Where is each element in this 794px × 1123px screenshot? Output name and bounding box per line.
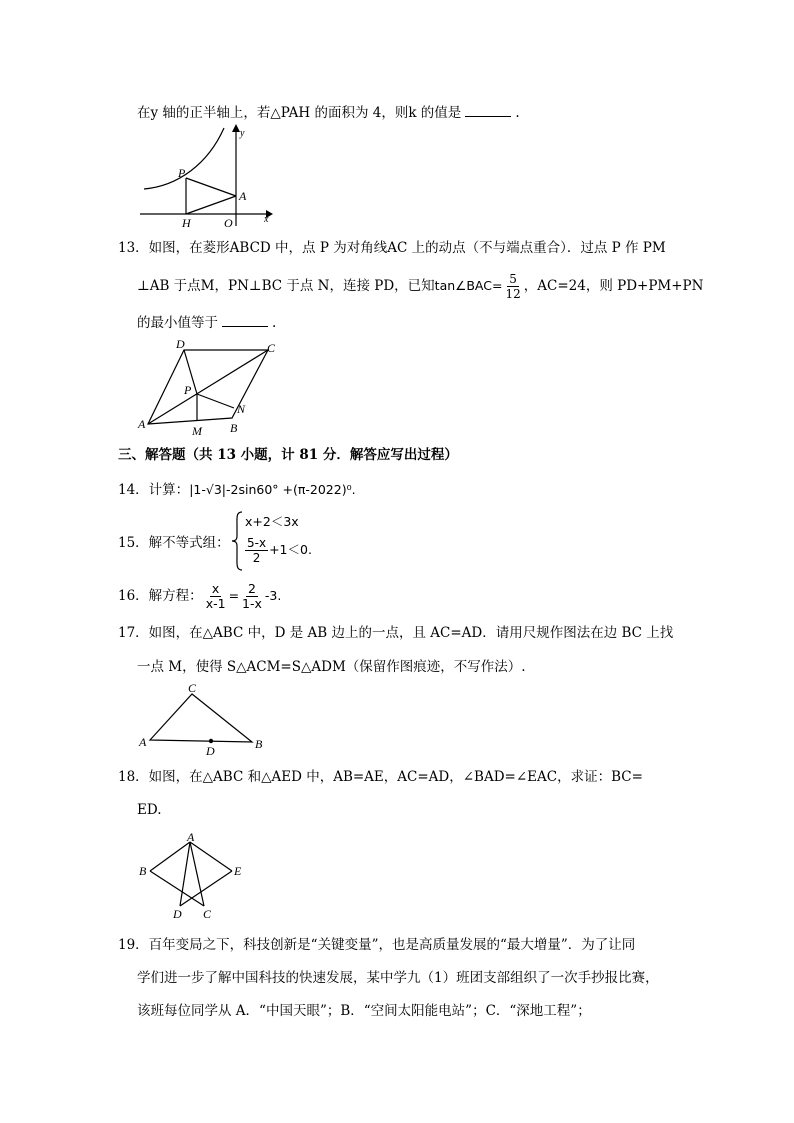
q17-line1: 17．如图，在△ABC 中，D 是 AB 边上的一点，且 AC=AD．请用尺规作图法在边 BC 上找 [118,625,674,641]
label-P: P [178,166,186,180]
segment-ED [180,871,232,906]
q13-line2: ⊥AB 于点M，PN⊥BC 于点 N，连接 PD，已知tan∠BAC= $\frac{5}{12}$ ，AC=24，则 PD+PM+PN [137,272,704,301]
y-axis-arrow [232,124,240,132]
label-C: C [267,341,276,355]
label-A: A [139,735,147,749]
label-O: O [224,216,233,228]
figure-q13 [136,336,286,438]
segment-BC [150,871,204,906]
label-E: E [234,864,242,878]
figure-q17 [136,680,268,756]
segment-AB [150,842,190,871]
triangle-ABC [150,694,252,742]
label-B: B [139,864,147,878]
q15-label: 15．解不等式组： [118,535,230,551]
label-C: C [203,907,212,920]
fraction-x-over-x-1: $\frac{x}{x-1}$ [205,581,226,611]
q14: 14．计算：|1-√3|-2sin60° +(π-2022)⁰. [118,482,356,498]
q19-line1: 19．百年变局之下，科技创新是“关键变量”，也是高质量发展的“最大增量”．为了让同 [118,937,636,953]
q13-line3: 的最小值等于 . [137,315,277,331]
q18-line1: 18．如图，在△ABC 和△AED 中，AB=AE，AC=AD，∠BAD=∠EAC，求证：BC= [118,769,643,785]
label-H: H [182,216,191,228]
label-x: x [264,214,269,225]
q18-line2: ED. [137,802,162,818]
q15-row2: $\frac{5-x}{2}$ +1＜0. [247,536,312,565]
q16: 16．解方程： $\frac{x}{x-1}$ = $\frac{2}{1-x}$ -3. [118,581,282,611]
q13-line1: 13．如图，在菱形ABCD 中，点 P 为对角线AC 上的动点（不与端点重合）．过点 P 作 PM [118,240,666,256]
segment-AE [190,842,232,871]
fraction-2-over-1-x: $\frac{2}{1-x}$ [242,581,262,611]
answer-blank [222,314,268,327]
segment-PA [186,178,236,196]
q19-line3: 该班每位同学从 A．“中国天眼”；B．“空间太阳能电站”；C．“深地工程”； [137,1003,591,1019]
label-P: P [184,383,192,397]
point-D [209,739,213,743]
segment-AC [190,842,204,906]
fraction-5-x-over-2: $\frac{5-x}{2}$ [247,536,267,565]
answer-blank [465,104,511,117]
q19-line2: 学们进一步了解中国科技的快速发展，某中学九（1）班团支部组织了一次手抄报比赛， [137,970,659,986]
q15-row1: x+2＜3x [245,514,299,529]
segment-PN [197,394,234,408]
segment-HA [186,196,236,214]
label-D: D [173,907,182,920]
label-A: A [239,189,247,203]
figure-q12 [138,124,278,228]
figure-q18 [136,832,248,920]
label-N: N [237,402,246,416]
label-y: y [240,128,245,139]
label-A: A [138,417,146,431]
fraction-5-12: $\frac{5}{12}$ [505,272,521,301]
label-D: D [206,744,215,756]
section-heading: 三、解答题（共 13 小题，计 81 分．解答应写出过程） [118,447,458,463]
label-A: A [187,832,195,844]
q17-line2: 一点 M，使得 S△ACM=S△ADM（保留作图痕迹，不写作法）. [137,659,526,675]
label-B: B [230,421,238,435]
label-C: C [188,681,197,695]
label-B: B [255,737,263,751]
label-M: M [192,424,202,438]
q12-line: 在y 轴的正半轴上，若△PAH 的面积为 4，则k 的值是 . [137,105,520,121]
system-brace [230,510,244,572]
label-D: D [176,337,185,351]
